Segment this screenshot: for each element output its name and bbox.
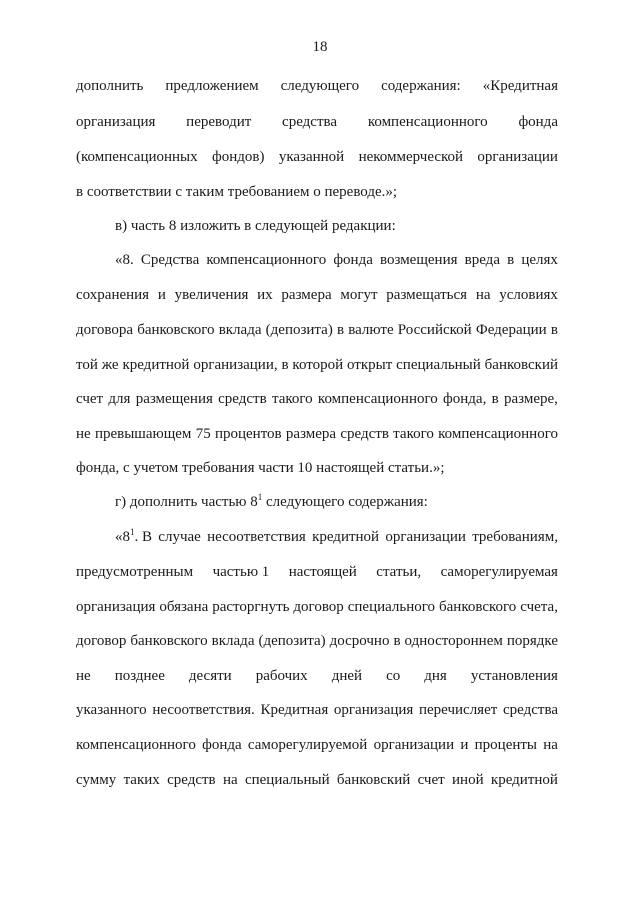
- word: средств: [218, 391, 267, 407]
- text-line: [76, 390, 558, 408]
- word: договор: [76, 633, 127, 649]
- word: частью 1: [212, 564, 270, 580]
- text-line: [76, 771, 558, 789]
- word: иной: [452, 772, 484, 788]
- word: таких: [123, 772, 160, 788]
- word: банковского: [130, 633, 208, 649]
- word: кредитной: [490, 772, 558, 788]
- word: целях: [521, 252, 558, 268]
- text-line: [76, 113, 558, 131]
- word: переводит: [186, 114, 252, 130]
- word: компенсационного: [317, 391, 438, 407]
- word: процентов: [214, 426, 282, 442]
- word: Федерации: [475, 322, 547, 338]
- text-line: [76, 321, 558, 339]
- word: размера: [281, 287, 332, 303]
- word: предусмотренным: [76, 564, 194, 580]
- word: вреда: [464, 252, 500, 268]
- word: несоответствия.: [152, 702, 255, 718]
- text-fragment: г) дополнить частью 8: [115, 494, 258, 510]
- word: установления: [470, 668, 558, 684]
- text-line: [76, 563, 558, 581]
- word: перечисляет: [419, 702, 498, 718]
- word: средств: [167, 772, 216, 788]
- word: сумму: [76, 772, 117, 788]
- word: счет: [76, 391, 104, 407]
- word: организации: [373, 737, 455, 753]
- word: открыт: [347, 357, 393, 373]
- word: организации: [477, 149, 558, 165]
- word: указанного: [76, 702, 147, 718]
- word: позднее: [114, 668, 165, 684]
- word: фондов): [212, 149, 265, 165]
- word: несоответствия: [207, 529, 306, 545]
- word: условиях: [499, 287, 558, 303]
- word: счета,: [520, 599, 558, 615]
- word: специального: [347, 599, 436, 615]
- text-line: [76, 632, 558, 650]
- word: «Кредитная: [482, 78, 558, 94]
- word: компенсационного: [438, 426, 558, 442]
- word: специальный: [396, 357, 481, 373]
- word: рабочих: [255, 668, 308, 684]
- word: некоммерческой: [358, 149, 464, 165]
- text-line: [76, 736, 558, 754]
- word: могут: [340, 287, 378, 303]
- word: в: [336, 322, 345, 338]
- word: расторгнуть: [212, 599, 290, 615]
- word: размере,: [503, 391, 558, 407]
- word: банковский: [484, 357, 558, 373]
- word: Кредитная: [260, 702, 329, 718]
- word: кредитной: [312, 529, 380, 545]
- word: в: [393, 633, 401, 649]
- word: досрочно: [329, 633, 390, 649]
- text-line: в соответствии с таким требованием о переводе.»;: [76, 184, 398, 200]
- word: 75: [195, 426, 211, 442]
- word: на: [222, 772, 238, 788]
- word: дней: [331, 668, 363, 684]
- word: случае: [158, 529, 201, 545]
- word: кредитной: [122, 357, 190, 373]
- word: договора: [76, 322, 134, 338]
- word: «8.: [115, 252, 134, 268]
- text-line: [76, 77, 558, 95]
- word: же: [101, 357, 119, 373]
- text-fragment: «8: [115, 529, 130, 545]
- word: фонда,: [443, 391, 487, 407]
- word: одностороннем: [404, 633, 503, 649]
- word: превышающем: [94, 426, 192, 442]
- word: счет: [417, 772, 445, 788]
- text-line: фонда, с учетом требования части 10 настоящей статьи.»;: [76, 460, 445, 476]
- text-line: [76, 425, 558, 443]
- word: компенсационного: [367, 114, 488, 130]
- word: банковского: [439, 599, 517, 615]
- word: размера: [285, 426, 337, 442]
- word: которой: [292, 357, 344, 373]
- word: саморегулируемая: [440, 564, 558, 580]
- word: размещаться: [386, 287, 468, 303]
- superscript: 1: [257, 492, 263, 502]
- text-fragment: . В: [134, 529, 153, 545]
- word: фонда: [202, 737, 242, 753]
- word: компенсационного: [76, 737, 196, 753]
- word: специальный: [244, 772, 330, 788]
- word: договор: [293, 599, 344, 615]
- text-line: [76, 701, 558, 719]
- word: порядке: [506, 633, 558, 649]
- word: вклада: [218, 322, 262, 338]
- word: настоящей: [288, 564, 357, 580]
- text-line: [115, 528, 558, 546]
- text-fragment: следующего содержания:: [262, 494, 428, 510]
- word: вклада: [211, 633, 255, 649]
- word: организации: [385, 529, 466, 545]
- word: в: [507, 252, 515, 268]
- word: сохранения: [76, 287, 150, 303]
- text-line: [115, 493, 558, 511]
- word: средства: [282, 114, 338, 130]
- word: не: [76, 668, 91, 684]
- text-line: [76, 286, 558, 304]
- word: десяти: [188, 668, 232, 684]
- text-line: [76, 356, 558, 374]
- word: (депозита): [258, 633, 326, 649]
- word: в: [281, 357, 289, 373]
- text-line: [76, 667, 558, 685]
- word: валюте: [348, 322, 394, 338]
- word: обязана: [159, 599, 209, 615]
- word: увеличения: [174, 287, 249, 303]
- word: и: [460, 737, 469, 753]
- word: организация: [76, 114, 156, 130]
- page-number: 18: [312, 39, 328, 55]
- word: указанной: [278, 149, 345, 165]
- word: Российской: [397, 322, 472, 338]
- word: банковский: [336, 772, 411, 788]
- word: в: [491, 391, 499, 407]
- word: банковского: [137, 322, 215, 338]
- text-line: [76, 148, 558, 166]
- word: их: [257, 287, 273, 303]
- word: компенсационного: [206, 252, 327, 268]
- word: организация: [76, 599, 156, 615]
- word: средств: [340, 426, 389, 442]
- word: организации,: [193, 357, 278, 373]
- word: статьи,: [376, 564, 422, 580]
- word: проценты: [474, 737, 538, 753]
- word: на: [475, 287, 491, 303]
- word: в: [550, 322, 558, 338]
- word: (депозита): [265, 322, 333, 338]
- word: дня: [424, 668, 447, 684]
- word: содержания:: [381, 78, 461, 94]
- word: на: [543, 737, 558, 753]
- word: для: [108, 391, 131, 407]
- word: Средства: [140, 252, 200, 268]
- word: следующего: [280, 78, 360, 94]
- word: фонда: [518, 114, 558, 130]
- text-line: [115, 251, 558, 269]
- word: фонда: [333, 252, 373, 268]
- word: дополнить: [76, 78, 144, 94]
- text-line: в) часть 8 изложить в следующей редакции:: [115, 218, 396, 234]
- text-fragment: [115, 528, 152, 546]
- word: саморегулируемой: [247, 737, 368, 753]
- word: такого: [393, 426, 434, 442]
- text-line: [76, 598, 558, 616]
- word: предложением: [165, 78, 259, 94]
- superscript: 1: [130, 527, 135, 537]
- word: требованиям,: [472, 529, 558, 545]
- word: размещения: [135, 391, 213, 407]
- word: средства: [502, 702, 558, 718]
- word: не: [76, 426, 91, 442]
- word: и: [157, 287, 166, 303]
- word: организация: [333, 702, 414, 718]
- word: со: [386, 668, 401, 684]
- word: такого: [271, 391, 313, 407]
- word: возмещения: [380, 252, 458, 268]
- word: той: [76, 357, 98, 373]
- word: (компенсационных: [76, 149, 198, 165]
